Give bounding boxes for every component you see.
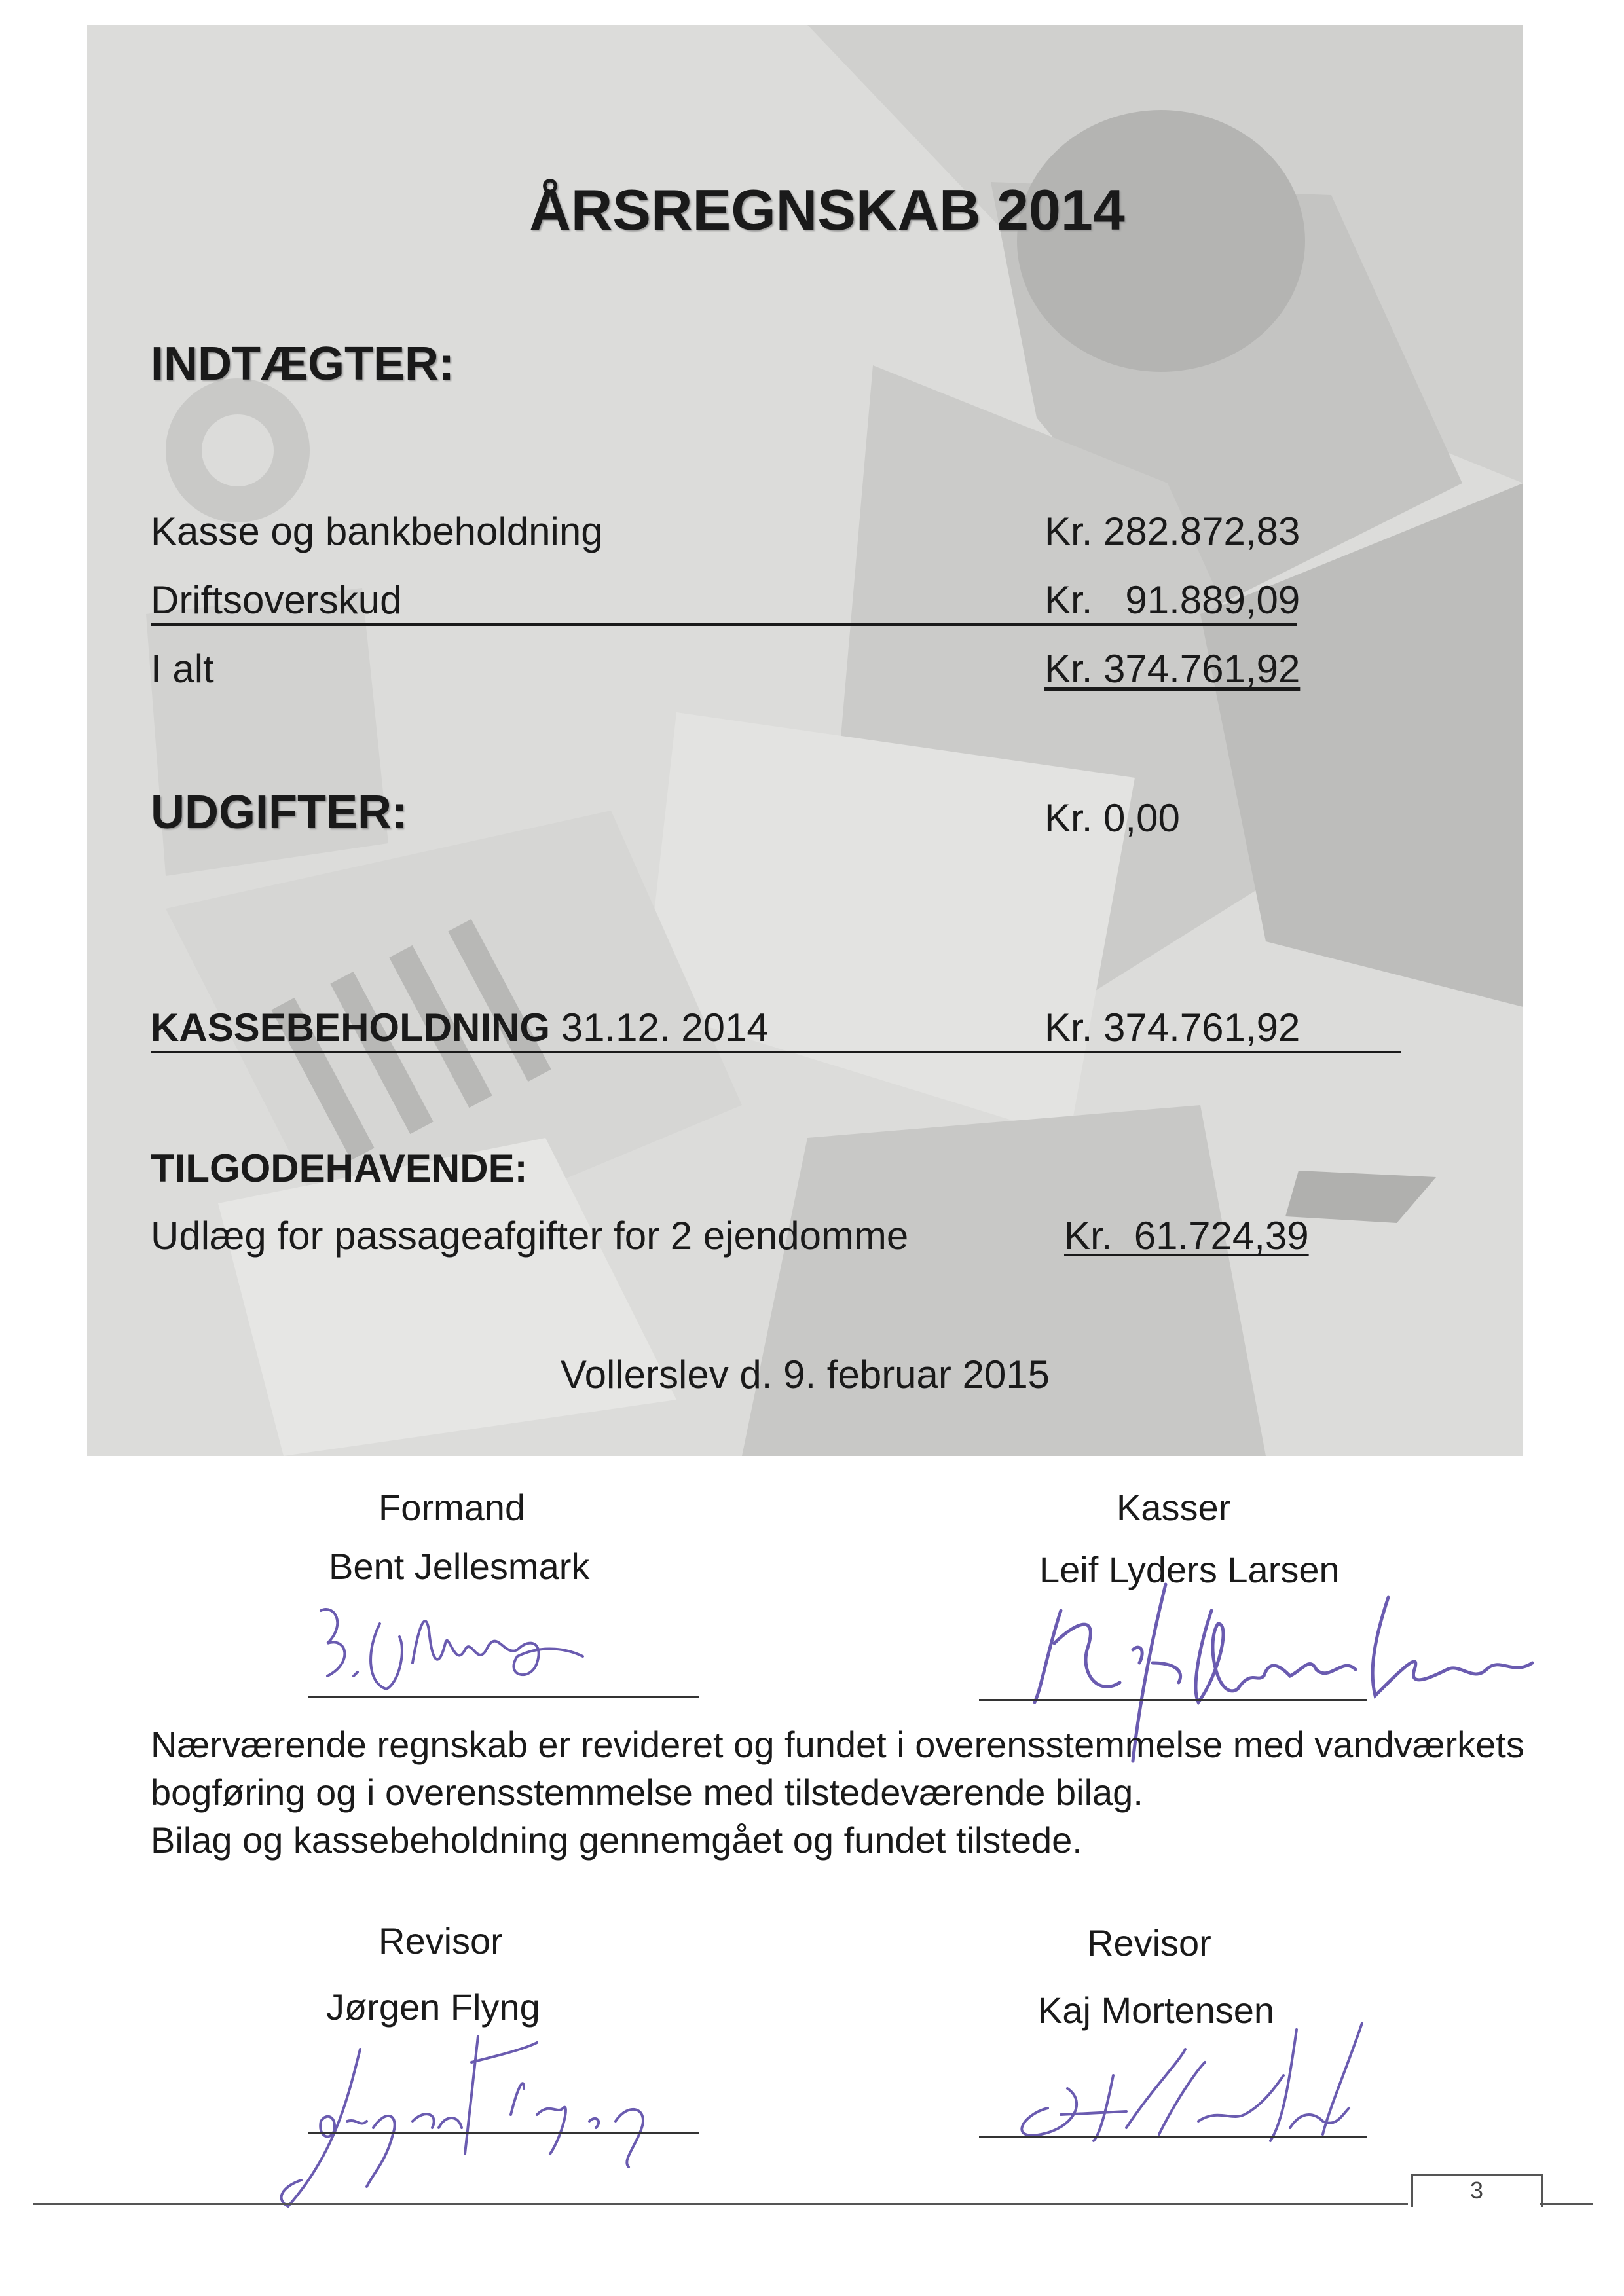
auditor2-signature (982, 2010, 1408, 2154)
income-row-label: Kasse og bankbeholdning (151, 509, 603, 553)
balance-label-bold: KASSEBEHOLDNING (151, 1006, 551, 1049)
auditor1-signature-line (308, 2132, 699, 2134)
balance-label (151, 1005, 769, 1050)
subtotal-rule (151, 623, 1297, 626)
page-number: 3 (1469, 2177, 1484, 2204)
income-row-label: Driftsoverskud (151, 578, 402, 622)
chair-role: Formand (378, 1487, 526, 1528)
income-total-amount: Kr. 374.761,92 (1044, 647, 1301, 691)
footer-rule-left (33, 2203, 1408, 2205)
balance-amount: Kr. 374.761,92 (1044, 1006, 1301, 1049)
income-total-label: I alt (151, 647, 214, 691)
treasurer-name: Leif Lyders Larsen (1039, 1549, 1340, 1590)
balance-label-date: 31.12. 2014 (550, 1006, 769, 1049)
chair-name: Bent Jellesmark (329, 1546, 590, 1587)
treasurer-signature-line (979, 1699, 1367, 1701)
auditor1-signature (262, 2023, 733, 2219)
balance-rule (151, 1051, 1401, 1053)
place-date: Vollerslev d. 9. februar 2015 (560, 1353, 1050, 1396)
treasurer-role: Kasser (1116, 1487, 1231, 1528)
auditor2-name: Kaj Mortensen (1038, 1990, 1275, 2031)
audit-statement-line: Nærværende regnskab er revideret og fundet i overensstemmelse med vandværkets (151, 1724, 1524, 1765)
expenses-heading: UDGIFTER: (151, 786, 407, 839)
auditor1-role: Revisor (378, 1920, 503, 1961)
auditor1-name: Jørgen Flyng (326, 1986, 540, 2028)
page-title: ÅRSREGNSKAB 2014 (529, 177, 1125, 242)
income-row-amount: Kr. 282.872,83 (1044, 509, 1301, 553)
income-heading: INDTÆGTER: (151, 338, 454, 390)
receivables-heading: TILGODEHAVENDE: (151, 1146, 528, 1190)
audit-statement-line: Bilag og kassebeholdning gennemgået og fundet tilstede. (151, 1819, 1082, 1861)
income-row-amount: Kr. 91.889,09 (1044, 578, 1301, 622)
chair-signature-line (308, 1696, 699, 1698)
receivables-amount: Kr. 61.724,39 (1064, 1214, 1309, 1258)
receivables-label: Udlæg for passageafgifter for 2 ejendomme (151, 1214, 909, 1258)
expenses-amount: Kr. 0,00 (1044, 796, 1180, 840)
auditor2-signature-line (979, 2136, 1367, 2138)
audit-statement-line: bogføring og i overensstemmelse med tilstedeværende bilag. (151, 1772, 1143, 1813)
footer-rule-right (1540, 2203, 1593, 2205)
auditor2-role: Revisor (1087, 1922, 1211, 1963)
